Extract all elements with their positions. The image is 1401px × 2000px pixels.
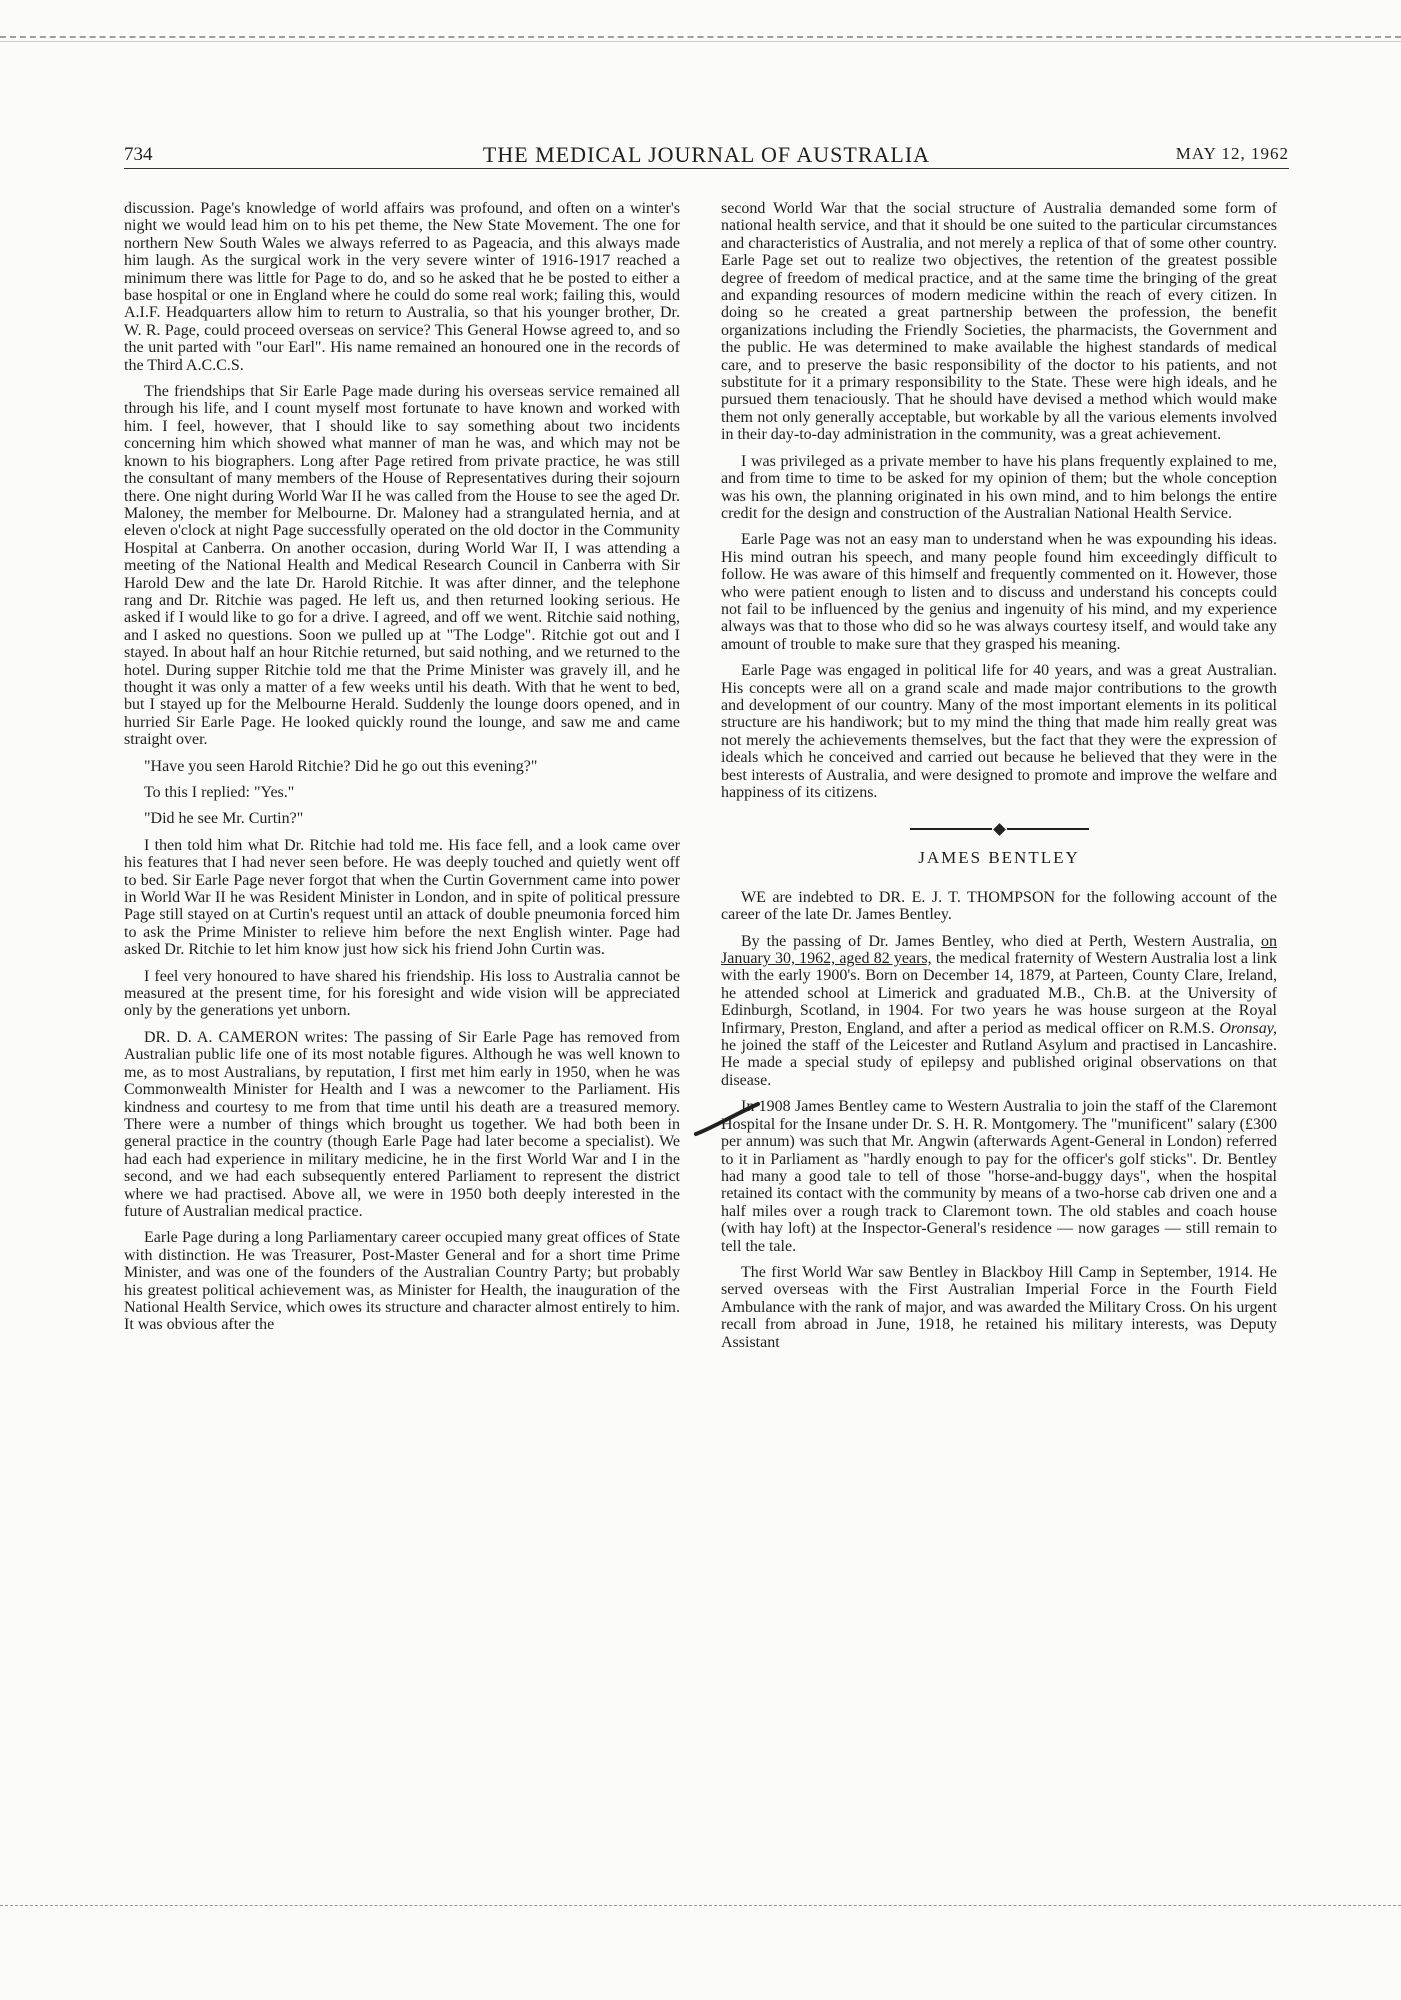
journal-title: THE MEDICAL JOURNAL OF AUSTRALIA bbox=[482, 142, 931, 167]
paragraph: The friendships that Sir Earle Page made during his overseas service remained all through his life, and I count myself most fortunate to have known and worked with him. I feel, however, that I should like to say something about two incidents concerning him which showed what manner of man he was, and which may not be known to his biographers. Long after Page retired from private practice, he was still the consultant of many members of the House of Representatives during their sojourn there. One night during World War II he was called from the House to see the aged Dr. Maloney, the member for Melbourne. Dr. Maloney had a strangulated hernia, and at eleven o'clock at night Page successfully operated on the old doctor in the Community Hospital at Canberra. On another occasion, during World War II, I was attending a meeting of the National Health and Medical Research Council in Canberra with Sir Harold Dew and the late Dr. Harold Ritchie. It was after dinner, and the telephone rang and Dr. Ritchie was paged. He left us, and then returned looking serious. He asked if I would like to go for a drive. I agreed, and off we went. Ritchie said nothing, and I asked no questions. Soon we pulled up at "The Lodge". Ritchie got out and I stayed. In about half an hour Ritchie returned, but said nothing, and we returned to the hotel. During supper Ritchie told me that the Prime Minister was gravely ill, and he thought it was only a matter of a few weeks until his death. With that he went to bed, but I stayed up for the Melbourne Herald. Suddenly the lounge doors opened, and in hurried Sir Earle Page. He looked quickly round the lounge, and saw me and came straight over. bbox=[124, 383, 680, 749]
paragraph: Earle Page was not an easy man to understand when he was expounding his ideas. His mind outran his speech, and many people found him exceedingly difficult to follow. He was aware of this himself and frequently commented on it. However, those who were patient enough to listen and to discuss and understand his concepts could not fail to be influenced by the genius and ingenuity of his mind, and my experience always was that to those who did so he was always courtesy itself, and would take any amount of trouble to make sure that they grasped his meaning. bbox=[721, 531, 1277, 653]
left-column bbox=[124, 200, 680, 1780]
page-number: 734 bbox=[124, 144, 153, 165]
scan-edge-top-inner bbox=[0, 41, 1401, 42]
ship-name: Oronsay, bbox=[1219, 1019, 1277, 1037]
paragraph: The first World War saw Bentley in Blackboy Hill Camp in September, 1914. He served overseas with the First Australian Imperial Force in the Fourth Field Ambulance with the rank of major, and was awarded the Military Cross. On his urgent recall from abroad in June, 1918, he retained his military interests, was Deputy Assistant bbox=[721, 1263, 1277, 1351]
paragraph: "Did he see Mr. Curtin?" bbox=[144, 810, 304, 828]
issue-date: MAY 12, 1962 bbox=[1175, 144, 1289, 163]
paragraph: Earle Page was engaged in political life for 40 years, and was a great Australian. His concepts were all on a grand scale and made major contributions to the growth and development of our country. Many of the most important elements in its political structure are his handiwork; but to my mind the thing that made him really great was not merely the achievements themselves, but the fact that they were the expression of ideals which he conceived and carried out because he believed that they were in the best interests of Australia, and were designed to promote and improve the welfare and happiness of its citizens. bbox=[721, 662, 1277, 801]
scan-edge-bottom bbox=[0, 1905, 1401, 1906]
header-rule bbox=[124, 168, 1289, 169]
scan-edge-top bbox=[0, 36, 1401, 38]
underlined-text: on January 30, 1962, aged 82 years, bbox=[721, 932, 1277, 968]
paragraph: By the passing of Dr. James Bentley, who died at Perth, Western Australia, on January 30, 1962, aged 82 years, the medical fraternity of Western Australia lost a link with the early 1900's. Born on December 14, 1879, at Parteen, County Clare, Ireland, he attended school at Limerick and graduated M.B., Ch.B. at the University of Edinburgh, Scotland, in 1904. For two years he was house surgeon at the Royal Infirmary, Preston, England, and after a period as medical officer on R.M.S. Oronsay, he joined the staff of the Leicester and Rutland Asylum and practised in Lancashire. He made a special study of epilepsy and published original observations on that disease. bbox=[721, 932, 1277, 1089]
paragraph: second World War that the social structure of Australia demanded some form of national health service, and that it should be one suited to the particular circumstances and characteristics of Australia, and not merely a replica of that of some other country. Earle Page set out to realize two objectives, the retention of the greatest possible degree of freedom of medical practice, and at the same time the bringing of the great and expanding resources of modern medicine within the reach of every citizen. In doing so he created a great partnership between the profession, the benefit organizations including the Friendly Societies, the pharmacists, the Government and the public. He was determined to make available the highest standards of medical care, and to preserve the basic responsibility of the doctor to his patients, and not substitute for it a primary responsibility to the State. These were high ideals, and he pursued them tenaciously. That he should have devised a method which would make them not only generally acceptable, but workable by all the various elements involved in their day-to-day administration in the community, was a great achievement. bbox=[721, 200, 1277, 444]
paragraph: I feel very honoured to have shared his friendship. His loss to Australia cannot be measured at the present time, for his foresight and wide vision will be appreciated only by the generations yet unborn. bbox=[124, 967, 680, 1020]
page-header bbox=[124, 138, 1289, 168]
paragraph: I then told him what Dr. Ritchie had told me. His face fell, and a look came over his features that I had never seen before. He was deeply touched and quietly went off to bed. Sir Earle Page never forgot that when the Curtin Government came into power in World War II he was Resident Minister in London, and in spite of political pressure Page still stayed on at Curtin's request until an attack of double pneumonia forced him to ask the Prime Minister to relieve him before the next English winter. Page had asked Dr. Ritchie to let him know just how sick his friend John Curtin was. bbox=[124, 836, 680, 959]
paragraph: discussion. Page's knowledge of world affairs was profound, and often on a winter's night we would lead him on to his pet theme, the New State Movement. The one for northern New South Wales we always referred to as Pageacia, and this always made him laugh. As the surgical work in the very severe winter of 1916-1917 reached a minimum there was little for Page to do, and so he asked that he be posted to either a base hospital or one in England where he could do some real work; failing this, would A.I.F. Headquarters allow him to return to Australia, so that his younger brother, Dr. W. R. Page, could proceed overseas on service? This General Howse agreed to, and so the unit parted with "our Earl". His name remained an honoured one in the records of the Third A.C.C.S. bbox=[124, 200, 680, 374]
author-name: DR. D. A. CAMERON bbox=[144, 1028, 299, 1046]
paragraph: Earle Page during a long Parliamentary career occupied many great offices of State with distinction. He was Treasurer, Post-Master General and for a short time Prime Minister, and was one of the founders of the Australian Country Party; but probably his greatest political achievement was, as Minister for Health, the inauguration of the National Health Service, which owes its structure and character almost entirely to him. It was obvious after the bbox=[124, 1229, 680, 1334]
paragraph-text: writes: The passing of Sir Earle Page has removed from Australian public life one of its most notable figures. Although he was well known to me, as to most Australians, by reputation, I first met him early in 1950, when he was Commonwealth Minister for Health and I was a newcomer to the Parliament. His kindness and courtesy to me from that time until his death are a treasured memory. There were a number of things which brought us together. We had both been in general practice in the country (though Earle Page had later become a specialist). We had each had experience in military medicine, he in the first World War and I in the second, and we had each subsequently entered Parliament to represent the district where we had practised. Above all, we were in 1950 both deeply interested in the future of Australian medical practice. bbox=[124, 1028, 680, 1220]
author-name: DR. E. J. T. THOMPSON bbox=[878, 888, 1056, 906]
paragraph: In 1908 James Bentley came to Western Australia to join the staff of the Claremont Hospital for the Insane under Dr. S. H. R. Montgomery. The "munificent" salary (£300 per annum) was such that Mr. Angwin (afterwards Agent-General in London) referred to it in Parliament as "hardly enough to pay for the officer's golf sticks". Dr. Bentley had many a good tale to tell of those "horse-and-buggy days", when the hospital retained its contact with the community by means of a two-horse cab driven one and a half miles over a rough track to Claremont town. The old stables and coach house (with hay loft) at the Inspector-General's residence — now garages — still remain to tell the tale. bbox=[721, 1098, 1277, 1255]
right-column bbox=[721, 200, 1277, 1780]
paragraph-cameron bbox=[124, 1029, 680, 1220]
paragraph: I was privileged as a private member to have his plans frequently explained to me, and from time to time to be asked for my opinion of them; but the whole conception was his own, the planning originated in his own mind, and to him belongs the entire credit for the design and construction of the Australian National Health Service. bbox=[721, 452, 1277, 522]
paragraph-intro: WE are indebted to DR. E. J. T. THOMPSON for the following account of the career of the late Dr. James Bentley. bbox=[721, 888, 1277, 924]
paragraph: To this I replied: "Yes." bbox=[144, 784, 295, 801]
section-title: JAMES BENTLEY bbox=[918, 848, 1080, 868]
paragraph: "Have you seen Harold Ritchie? Did he go out this evening?" bbox=[144, 757, 538, 775]
section-divider bbox=[721, 823, 1277, 835]
